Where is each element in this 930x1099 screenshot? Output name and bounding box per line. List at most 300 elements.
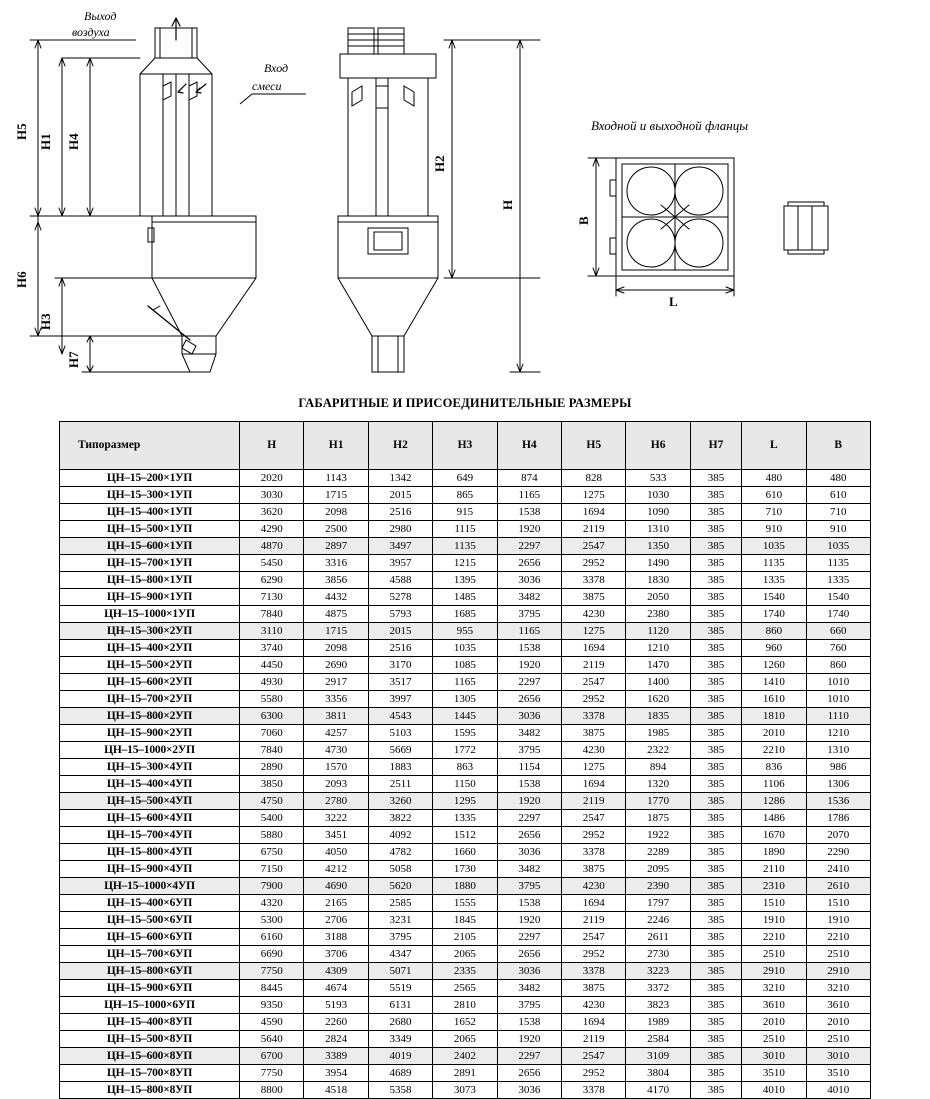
row-cell: 5193 bbox=[304, 997, 368, 1014]
row-cell: 3795 bbox=[497, 997, 561, 1014]
row-cell: 6300 bbox=[240, 708, 304, 725]
table-body bbox=[60, 470, 871, 1099]
row-cell: 5358 bbox=[368, 1082, 432, 1099]
table-row bbox=[60, 895, 871, 912]
row-cell: 6131 bbox=[368, 997, 432, 1014]
row-cell: 1920 bbox=[497, 912, 561, 929]
row-cell: 3610 bbox=[742, 997, 806, 1014]
dim-label-B: В bbox=[576, 216, 591, 225]
row-cell: 3482 bbox=[497, 861, 561, 878]
row-cell: 2093 bbox=[304, 776, 368, 793]
row-cell: 2656 bbox=[497, 691, 561, 708]
row-cell: 5103 bbox=[368, 725, 432, 742]
row-cell: 4750 bbox=[240, 793, 304, 810]
row-model-name: ЦН–15–700×1УП bbox=[60, 555, 240, 572]
row-cell: 2656 bbox=[497, 1065, 561, 1082]
row-cell: 4588 bbox=[368, 572, 432, 589]
row-cell: 3795 bbox=[497, 878, 561, 895]
table-row bbox=[60, 640, 871, 657]
col-header-3: Н2 bbox=[368, 422, 432, 470]
row-cell: 2510 bbox=[806, 1031, 870, 1048]
row-cell: 5058 bbox=[368, 861, 432, 878]
row-cell: 1115 bbox=[433, 521, 497, 538]
row-cell: 1110 bbox=[806, 708, 870, 725]
row-cell: 660 bbox=[806, 623, 870, 640]
row-cell: 385 bbox=[690, 776, 741, 793]
col-header-5: Н4 bbox=[497, 422, 561, 470]
row-model-name: ЦН–15–600×8УП bbox=[60, 1048, 240, 1065]
row-cell: 3997 bbox=[368, 691, 432, 708]
row-cell: 1090 bbox=[626, 504, 690, 521]
row-cell: 1485 bbox=[433, 589, 497, 606]
row-cell: 4450 bbox=[240, 657, 304, 674]
row-cell: 1310 bbox=[626, 521, 690, 538]
table-row bbox=[60, 742, 871, 759]
row-model-name: ЦН–15–500×8УП bbox=[60, 1031, 240, 1048]
row-model-name: ЦН–15–600×6УП bbox=[60, 929, 240, 946]
table-row bbox=[60, 1065, 871, 1082]
row-model-name: ЦН–15–300×2УП bbox=[60, 623, 240, 640]
row-cell: 3740 bbox=[240, 640, 304, 657]
table-row bbox=[60, 929, 871, 946]
row-cell: 480 bbox=[806, 470, 870, 487]
row-model-name: ЦН–15–400×8УП bbox=[60, 1014, 240, 1031]
row-cell: 2095 bbox=[626, 861, 690, 878]
row-cell: 955 bbox=[433, 623, 497, 640]
row-model-name: ЦН–15–500×4УП bbox=[60, 793, 240, 810]
row-cell: 2680 bbox=[368, 1014, 432, 1031]
row-cell: 1797 bbox=[626, 895, 690, 912]
table-row bbox=[60, 623, 871, 640]
row-cell: 2070 bbox=[806, 827, 870, 844]
row-cell: 1694 bbox=[562, 640, 626, 657]
row-cell: 1210 bbox=[626, 640, 690, 657]
label-mix-inlet-line2: смеси bbox=[252, 79, 282, 93]
table-row bbox=[60, 776, 871, 793]
row-cell: 6690 bbox=[240, 946, 304, 963]
row-cell: 5450 bbox=[240, 555, 304, 572]
row-cell: 2297 bbox=[497, 674, 561, 691]
row-cell: 2165 bbox=[304, 895, 368, 912]
row-cell: 3510 bbox=[742, 1065, 806, 1082]
row-cell: 2952 bbox=[562, 946, 626, 963]
row-cell: 2210 bbox=[806, 929, 870, 946]
row-cell: 860 bbox=[806, 657, 870, 674]
row-cell: 1306 bbox=[806, 776, 870, 793]
row-cell: 2547 bbox=[562, 929, 626, 946]
row-cell: 4019 bbox=[368, 1048, 432, 1065]
row-cell: 1715 bbox=[304, 487, 368, 504]
row-cell: 4309 bbox=[304, 963, 368, 980]
row-cell: 1490 bbox=[626, 555, 690, 572]
row-cell: 1410 bbox=[742, 674, 806, 691]
row-cell: 2390 bbox=[626, 878, 690, 895]
table-row bbox=[60, 827, 871, 844]
col-header-4: Н3 bbox=[433, 422, 497, 470]
row-cell: 385 bbox=[690, 912, 741, 929]
row-cell: 4690 bbox=[304, 878, 368, 895]
row-cell: 1715 bbox=[304, 623, 368, 640]
row-model-name: ЦН–15–600×1УП bbox=[60, 538, 240, 555]
row-cell: 2510 bbox=[806, 946, 870, 963]
row-cell: 385 bbox=[690, 878, 741, 895]
row-model-name: ЦН–15–900×2УП bbox=[60, 725, 240, 742]
row-model-name: ЦН–15–700×6УП bbox=[60, 946, 240, 963]
row-cell: 385 bbox=[690, 946, 741, 963]
row-cell: 3482 bbox=[497, 725, 561, 742]
row-cell: 385 bbox=[690, 861, 741, 878]
row-cell: 4518 bbox=[304, 1082, 368, 1099]
row-cell: 2310 bbox=[742, 878, 806, 895]
row-cell: 5880 bbox=[240, 827, 304, 844]
row-model-name: ЦН–15–400×6УП bbox=[60, 895, 240, 912]
row-model-name: ЦН–15–500×1УП bbox=[60, 521, 240, 538]
row-cell: 960 bbox=[742, 640, 806, 657]
row-cell: 1595 bbox=[433, 725, 497, 742]
row-cell: 4212 bbox=[304, 861, 368, 878]
row-cell: 2297 bbox=[497, 810, 561, 827]
row-cell: 385 bbox=[690, 844, 741, 861]
row-cell: 3010 bbox=[806, 1048, 870, 1065]
row-cell: 1335 bbox=[433, 810, 497, 827]
row-cell: 1395 bbox=[433, 572, 497, 589]
row-cell: 2402 bbox=[433, 1048, 497, 1065]
row-cell: 3510 bbox=[806, 1065, 870, 1082]
row-cell: 2289 bbox=[626, 844, 690, 861]
table-row bbox=[60, 504, 871, 521]
row-cell: 1165 bbox=[433, 674, 497, 691]
table-row bbox=[60, 470, 871, 487]
row-cell: 3356 bbox=[304, 691, 368, 708]
row-cell: 1920 bbox=[497, 1031, 561, 1048]
row-cell: 385 bbox=[690, 538, 741, 555]
row-cell: 1260 bbox=[742, 657, 806, 674]
row-cell: 3610 bbox=[806, 997, 870, 1014]
row-cell: 2891 bbox=[433, 1065, 497, 1082]
row-cell: 2610 bbox=[806, 878, 870, 895]
col-header-1: Н bbox=[240, 422, 304, 470]
row-cell: 4290 bbox=[240, 521, 304, 538]
dim-label-H6: Н6 bbox=[14, 271, 29, 288]
row-cell: 1694 bbox=[562, 895, 626, 912]
row-cell: 385 bbox=[690, 589, 741, 606]
row-cell: 1538 bbox=[497, 776, 561, 793]
table-row bbox=[60, 708, 871, 725]
row-cell: 1350 bbox=[626, 538, 690, 555]
row-cell: 2952 bbox=[562, 827, 626, 844]
row-cell: 3850 bbox=[240, 776, 304, 793]
col-header-7: Н6 bbox=[626, 422, 690, 470]
row-cell: 3010 bbox=[742, 1048, 806, 1065]
row-model-name: ЦН–15–600×2УП bbox=[60, 674, 240, 691]
row-cell: 385 bbox=[690, 810, 741, 827]
row-cell: 1730 bbox=[433, 861, 497, 878]
row-cell: 1135 bbox=[742, 555, 806, 572]
row-cell: 710 bbox=[806, 504, 870, 521]
row-model-name: ЦН–15–300×1УП bbox=[60, 487, 240, 504]
row-cell: 2119 bbox=[562, 912, 626, 929]
row-cell: 3110 bbox=[240, 623, 304, 640]
row-cell: 2516 bbox=[368, 504, 432, 521]
table-row bbox=[60, 589, 871, 606]
dim-label-H: Н bbox=[500, 199, 515, 210]
row-cell: 1660 bbox=[433, 844, 497, 861]
row-cell: 2910 bbox=[806, 963, 870, 980]
row-cell: 2010 bbox=[742, 725, 806, 742]
row-cell: 3620 bbox=[240, 504, 304, 521]
row-cell: 385 bbox=[690, 1014, 741, 1031]
row-cell: 1740 bbox=[742, 606, 806, 623]
row-cell: 1295 bbox=[433, 793, 497, 810]
table-title: ГАБАРИТНЫЕ И ПРИСОЕДИНИТЕЛЬНЫЕ РАЗМЕРЫ bbox=[298, 396, 632, 410]
table-row bbox=[60, 810, 871, 827]
row-cell: 1342 bbox=[368, 470, 432, 487]
row-cell: 1989 bbox=[626, 1014, 690, 1031]
row-cell: 865 bbox=[433, 487, 497, 504]
row-model-name: ЦН–15–900×1УП bbox=[60, 589, 240, 606]
row-cell: 1165 bbox=[497, 487, 561, 504]
row-cell: 2780 bbox=[304, 793, 368, 810]
row-cell: 1400 bbox=[626, 674, 690, 691]
row-cell: 3823 bbox=[626, 997, 690, 1014]
table-row bbox=[60, 980, 871, 997]
dim-label-H3: Н3 bbox=[38, 313, 53, 330]
row-cell: 2210 bbox=[742, 742, 806, 759]
row-cell: 1510 bbox=[742, 895, 806, 912]
row-cell: 1920 bbox=[497, 521, 561, 538]
label-air-outlet-line2: воздуха bbox=[72, 25, 110, 39]
row-cell: 1694 bbox=[562, 1014, 626, 1031]
table-row bbox=[60, 606, 871, 623]
row-cell: 3451 bbox=[304, 827, 368, 844]
row-cell: 2730 bbox=[626, 946, 690, 963]
row-cell: 3231 bbox=[368, 912, 432, 929]
row-cell: 385 bbox=[690, 572, 741, 589]
row-cell: 4010 bbox=[806, 1082, 870, 1099]
row-cell: 5278 bbox=[368, 589, 432, 606]
row-cell: 1143 bbox=[304, 470, 368, 487]
row-cell: 1106 bbox=[742, 776, 806, 793]
table-row bbox=[60, 674, 871, 691]
row-cell: 1120 bbox=[626, 623, 690, 640]
row-cell: 3210 bbox=[806, 980, 870, 997]
row-cell: 2547 bbox=[562, 810, 626, 827]
table-row bbox=[60, 521, 871, 538]
row-cell: 5300 bbox=[240, 912, 304, 929]
row-cell: 1486 bbox=[742, 810, 806, 827]
table-row bbox=[60, 1082, 871, 1099]
row-cell: 7750 bbox=[240, 1065, 304, 1082]
table-row bbox=[60, 844, 871, 861]
row-cell: 4170 bbox=[626, 1082, 690, 1099]
row-cell: 3170 bbox=[368, 657, 432, 674]
row-cell: 2098 bbox=[304, 640, 368, 657]
row-cell: 4257 bbox=[304, 725, 368, 742]
row-cell: 385 bbox=[690, 1031, 741, 1048]
row-cell: 3223 bbox=[626, 963, 690, 980]
row-model-name: ЦН–15–800×6УП bbox=[60, 963, 240, 980]
row-cell: 3036 bbox=[497, 963, 561, 980]
row-cell: 1540 bbox=[806, 589, 870, 606]
row-cell: 2050 bbox=[626, 589, 690, 606]
row-cell: 4543 bbox=[368, 708, 432, 725]
row-model-name: ЦН–15–800×8УП bbox=[60, 1082, 240, 1099]
row-cell: 5793 bbox=[368, 606, 432, 623]
row-cell: 1538 bbox=[497, 640, 561, 657]
row-model-name: ЦН–15–1000×1УП bbox=[60, 606, 240, 623]
row-cell: 1210 bbox=[806, 725, 870, 742]
row-cell: 385 bbox=[690, 623, 741, 640]
row-cell: 2547 bbox=[562, 1048, 626, 1065]
row-cell: 1685 bbox=[433, 606, 497, 623]
row-cell: 2246 bbox=[626, 912, 690, 929]
row-cell: 1512 bbox=[433, 827, 497, 844]
col-header-0: Типоразмер bbox=[60, 422, 240, 470]
row-cell: 2322 bbox=[626, 742, 690, 759]
row-cell: 3349 bbox=[368, 1031, 432, 1048]
row-cell: 1154 bbox=[497, 759, 561, 776]
row-cell: 2565 bbox=[433, 980, 497, 997]
row-cell: 1922 bbox=[626, 827, 690, 844]
row-cell: 2500 bbox=[304, 521, 368, 538]
row-model-name: ЦН–15–700×2УП bbox=[60, 691, 240, 708]
row-cell: 1320 bbox=[626, 776, 690, 793]
row-cell: 986 bbox=[806, 759, 870, 776]
row-cell: 2511 bbox=[368, 776, 432, 793]
row-cell: 1810 bbox=[742, 708, 806, 725]
row-cell: 4092 bbox=[368, 827, 432, 844]
row-cell: 3795 bbox=[497, 742, 561, 759]
row-cell: 8445 bbox=[240, 980, 304, 997]
row-cell: 828 bbox=[562, 470, 626, 487]
row-cell: 4050 bbox=[304, 844, 368, 861]
row-cell: 4875 bbox=[304, 606, 368, 623]
row-cell: 1135 bbox=[433, 538, 497, 555]
row-cell: 385 bbox=[690, 487, 741, 504]
row-cell: 7130 bbox=[240, 589, 304, 606]
row-cell: 1610 bbox=[742, 691, 806, 708]
row-cell: 4230 bbox=[562, 606, 626, 623]
row-cell: 1085 bbox=[433, 657, 497, 674]
row-cell: 3188 bbox=[304, 929, 368, 946]
row-cell: 1445 bbox=[433, 708, 497, 725]
row-cell: 3378 bbox=[562, 708, 626, 725]
table-row bbox=[60, 997, 871, 1014]
row-model-name: ЦН–15–1000×6УП bbox=[60, 997, 240, 1014]
row-cell: 3210 bbox=[742, 980, 806, 997]
row-model-name: ЦН–15–400×4УП bbox=[60, 776, 240, 793]
row-cell: 2065 bbox=[433, 1031, 497, 1048]
row-cell: 1570 bbox=[304, 759, 368, 776]
row-cell: 5640 bbox=[240, 1031, 304, 1048]
row-model-name: ЦН–15–500×6УП bbox=[60, 912, 240, 929]
row-cell: 1740 bbox=[806, 606, 870, 623]
row-cell: 385 bbox=[690, 521, 741, 538]
row-cell: 5519 bbox=[368, 980, 432, 997]
row-cell: 1694 bbox=[562, 504, 626, 521]
row-cell: 1150 bbox=[433, 776, 497, 793]
row-cell: 2917 bbox=[304, 674, 368, 691]
row-cell: 910 bbox=[742, 521, 806, 538]
row-cell: 3875 bbox=[562, 861, 626, 878]
row-cell: 385 bbox=[690, 640, 741, 657]
row-cell: 385 bbox=[690, 1065, 741, 1082]
row-cell: 6160 bbox=[240, 929, 304, 946]
row-cell: 3036 bbox=[497, 1082, 561, 1099]
row-cell: 3378 bbox=[562, 572, 626, 589]
row-cell: 2098 bbox=[304, 504, 368, 521]
row-cell: 1652 bbox=[433, 1014, 497, 1031]
row-model-name: ЦН–15–800×2УП bbox=[60, 708, 240, 725]
row-cell: 1770 bbox=[626, 793, 690, 810]
row-cell: 2910 bbox=[742, 963, 806, 980]
row-cell: 649 bbox=[433, 470, 497, 487]
row-cell: 2119 bbox=[562, 521, 626, 538]
row-cell: 385 bbox=[690, 963, 741, 980]
row-cell: 385 bbox=[690, 504, 741, 521]
row-cell: 3073 bbox=[433, 1082, 497, 1099]
row-cell: 1835 bbox=[626, 708, 690, 725]
row-cell: 385 bbox=[690, 1048, 741, 1065]
row-cell: 3795 bbox=[368, 929, 432, 946]
row-cell: 2380 bbox=[626, 606, 690, 623]
row-cell: 610 bbox=[806, 487, 870, 504]
row-cell: 1536 bbox=[806, 793, 870, 810]
row-cell: 1035 bbox=[806, 538, 870, 555]
row-cell: 1772 bbox=[433, 742, 497, 759]
row-cell: 3954 bbox=[304, 1065, 368, 1082]
row-cell: 3795 bbox=[497, 606, 561, 623]
row-cell: 385 bbox=[690, 742, 741, 759]
table-row bbox=[60, 1014, 871, 1031]
row-cell: 2824 bbox=[304, 1031, 368, 1048]
row-cell: 2290 bbox=[806, 844, 870, 861]
row-cell: 1786 bbox=[806, 810, 870, 827]
row-cell: 3875 bbox=[562, 980, 626, 997]
table-row bbox=[60, 1031, 871, 1048]
row-cell: 8800 bbox=[240, 1082, 304, 1099]
row-cell: 533 bbox=[626, 470, 690, 487]
row-cell: 7900 bbox=[240, 878, 304, 895]
row-cell: 5400 bbox=[240, 810, 304, 827]
row-cell: 385 bbox=[690, 674, 741, 691]
label-mix-inlet-line1: Вход bbox=[264, 61, 289, 75]
row-cell: 2547 bbox=[562, 538, 626, 555]
row-cell: 1215 bbox=[433, 555, 497, 572]
row-model-name: ЦН–15–600×4УП bbox=[60, 810, 240, 827]
row-cell: 3372 bbox=[626, 980, 690, 997]
row-model-name: ЦН–15–200×1УП bbox=[60, 470, 240, 487]
dimensions-table bbox=[59, 421, 871, 1099]
row-cell: 1555 bbox=[433, 895, 497, 912]
row-cell: 2010 bbox=[742, 1014, 806, 1031]
row-cell: 4870 bbox=[240, 538, 304, 555]
row-cell: 385 bbox=[690, 691, 741, 708]
dim-label-H5: Н5 bbox=[14, 123, 29, 140]
row-cell: 3957 bbox=[368, 555, 432, 572]
dim-label-H1: Н1 bbox=[38, 133, 53, 150]
row-model-name: ЦН–15–900×6УП bbox=[60, 980, 240, 997]
row-cell: 1010 bbox=[806, 691, 870, 708]
row-cell: 1510 bbox=[806, 895, 870, 912]
table-row bbox=[60, 861, 871, 878]
row-cell: 385 bbox=[690, 555, 741, 572]
row-model-name: ЦН–15–400×1УП bbox=[60, 504, 240, 521]
row-cell: 5071 bbox=[368, 963, 432, 980]
row-model-name: ЦН–15–700×8УП bbox=[60, 1065, 240, 1082]
row-cell: 4320 bbox=[240, 895, 304, 912]
row-cell: 3316 bbox=[304, 555, 368, 572]
